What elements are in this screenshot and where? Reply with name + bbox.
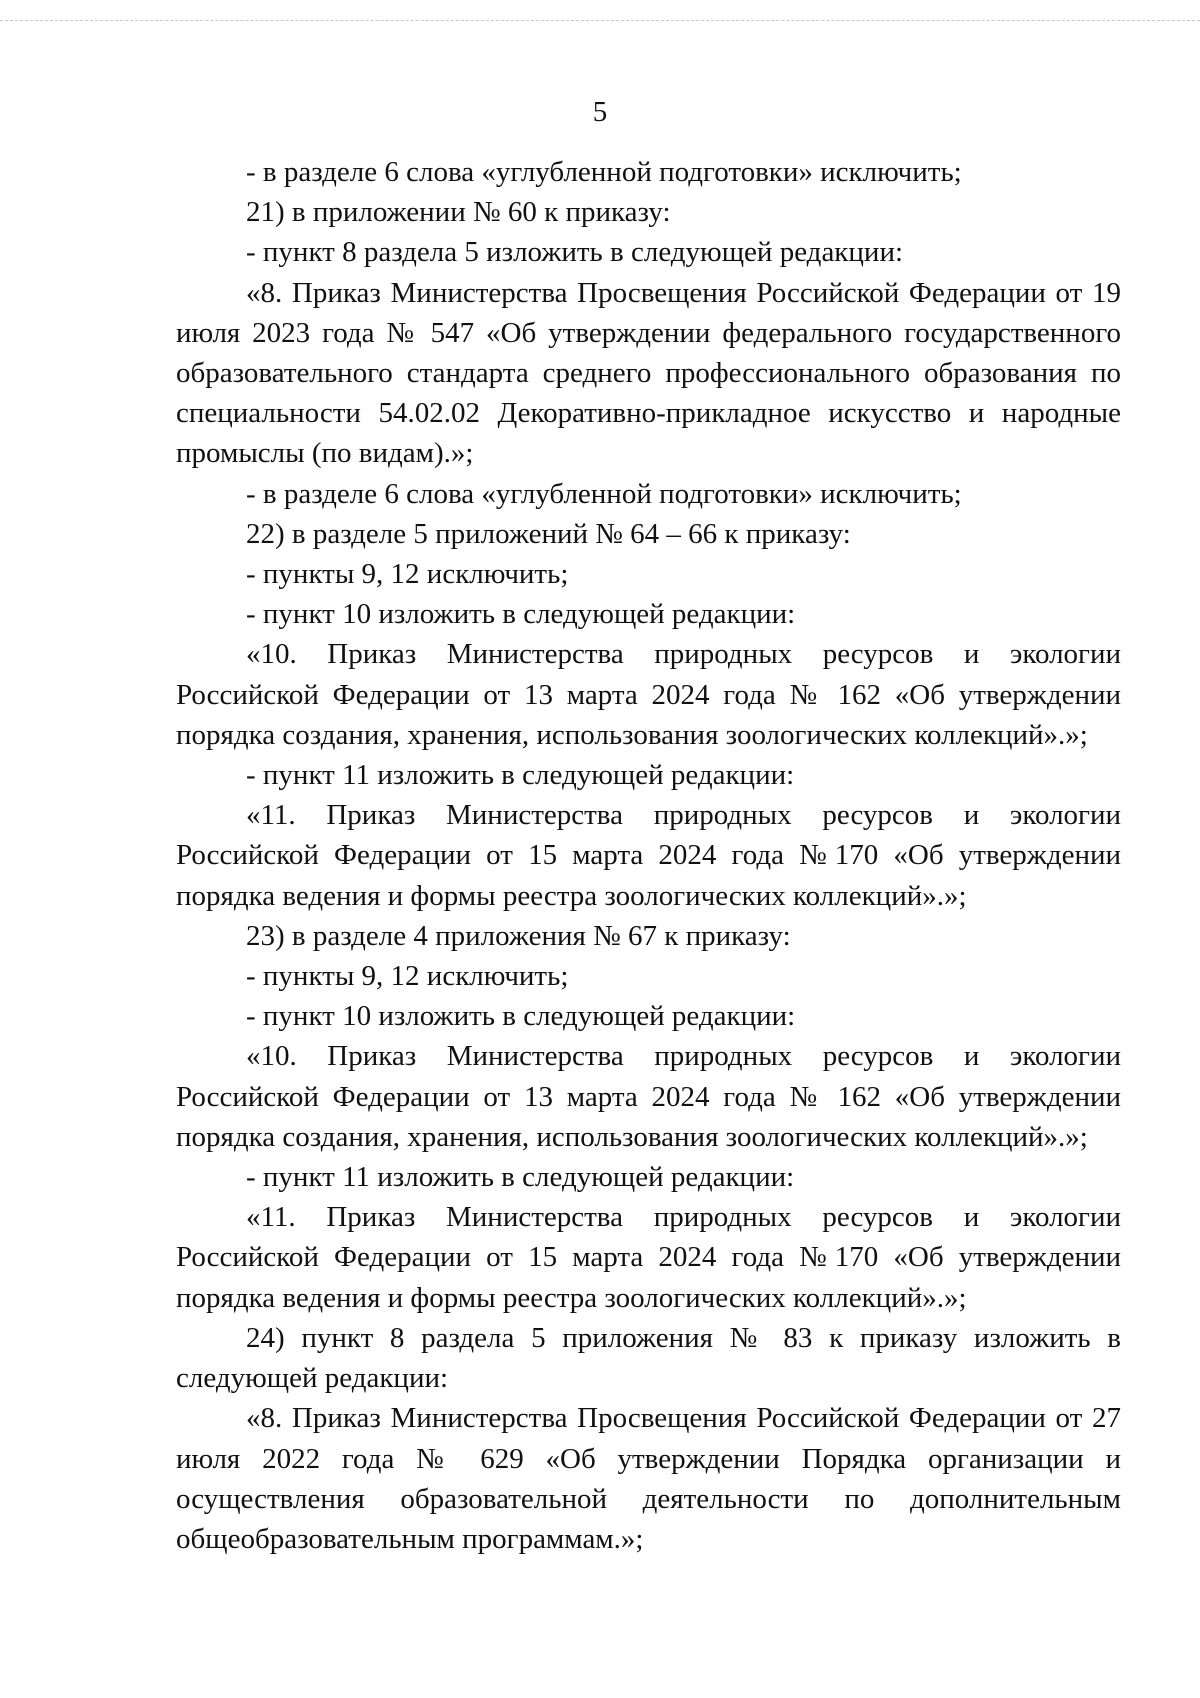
paragraph: - пункт 11 изложить в следующей редакции: [246,759,795,792]
paragraph: - в разделе 6 слова «углубленной подготовки» исключить; [246,156,962,188]
paragraph: 24) пункт 8 раздела 5 приложения № 83 к приказу изложить в следующей редакции: [176,1321,1121,1395]
paragraph: 23) в разделе 4 приложения № 67 к приказу: [246,919,791,952]
paragraph: 21) в приложении № 60 к приказу: [246,196,671,229]
paragraph: «10. Приказ Министерства природных ресурсов и экологии Российской Федерации от 13 марта 2024 года № 162 «Об утверждении порядка создания, хранения, использования зоологических коллекций».»; [176,638,1121,751]
paragraph: «8. Приказ Министерства Просвещения Российской Федерации от 27 июля 2022 года № 629 «Об утверждении Порядка организации и осуществления образовательной деятельности по дополнительным общеобразовательным программам.»; [176,1402,1121,1555]
paragraph: - пункты 9, 12 исключить; [246,558,569,591]
page-number: 5 [592,96,608,128]
paragraph: «11. Приказ Министерства природных ресурсов и экологии Российской Федерации от 15 марта 2024 года №170 «Об утверждении порядка ведения и формы реестра зоологических коллекций».»; [176,1201,1121,1314]
paragraph: «8. Приказ Министерства Просвещения Российской Федерации от 19 июля 2023 года № 547 «Об утверждении федерального государственного образовательного стандарта среднего профессионального образования по специальности 54.02.02 Декоративно-прикладное искусство и народные промыслы (по видам).»; [176,276,1121,470]
paragraph: - пункты 9, 12 исключить; [246,960,569,993]
paragraph: - пункт 11 изложить в следующей редакции: [246,1161,795,1194]
paragraph: - пункт 10 изложить в следующей редакции: [246,1000,796,1033]
paragraph: «10. Приказ Министерства природных ресурсов и экологии Российской Федерации от 13 марта 2024 года № 162 «Об утверждении порядка создания, хранения, использования зоологических коллекций».»; [176,1040,1121,1153]
document-body [176,152,1121,1559]
paragraph: - пункт 10 изложить в следующей редакции: [246,598,796,631]
paragraph: - в разделе 6 слова «углубленной подготовки» исключить; [246,477,962,510]
paragraph: «11. Приказ Министерства природных ресурсов и экологии Российской Федерации от 15 марта 2024 года №170 «Об утверждении порядка ведения и формы реестра зоологических коллекций».»; [176,799,1121,912]
paragraph: - пункт 8 раздела 5 изложить в следующей редакции: [246,236,904,269]
paragraph: 22) в разделе 5 приложений № 64 – 66 к приказу: [246,517,851,550]
scan-edge-line [0,20,1200,21]
